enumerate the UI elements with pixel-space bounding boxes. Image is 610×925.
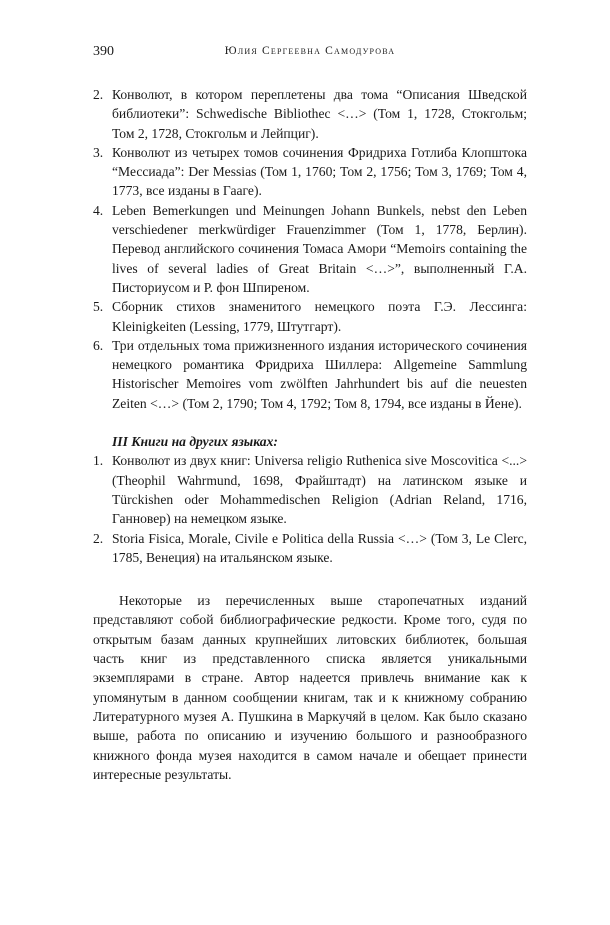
running-head: Юлия Сергеевна Самодурова (224, 45, 396, 57)
page-body (93, 85, 527, 784)
section-title: III Книги на других языках: (112, 434, 278, 450)
list-item-text: Конволют из двух книг: Universa religio Ruthenica sive Moscovitica <...> (Theophil Wahrmund, 1698, Фрайштадт) на латинском языке и Türckishen oder Mohammedischen Religion (Adrian Reland, 1716, Ганновер) на немецком языке. (112, 453, 527, 527)
list-item (93, 336, 527, 413)
list-item-number: 6. (93, 337, 104, 353)
list-item-number: 2. (93, 87, 104, 102)
page-number: 390 (93, 44, 114, 59)
list-item-number: 3. (93, 144, 104, 160)
page-header (93, 44, 527, 64)
list-item-number: 4. (93, 202, 104, 218)
list-item-number: 1. (93, 453, 104, 469)
closing-paragraph: Некоторые из перечисленных выше старопечатных изданий представляют собой библиографические редкости. Кроме того, судя по открытым базам данных крупнейших литовских библиотек, большая часть книг из представленного списка является уникальными экземплярами в стране. Автор надеется привлечь внимание как к упомянутым в данном сообщении книгам, так и к книжному собранию Литературного музея А. Пушкина в Маркучяй в целом. Как было сказано выше, работа по описанию и изучению большого и разнообразного книжного фонда музея находится в самом начале и обещает принести интересные результаты. (93, 593, 527, 782)
list-item-number: 2. (93, 530, 104, 546)
book-list-continued (93, 85, 527, 413)
list-item-number: 5. (93, 299, 104, 315)
book-list-other-languages (93, 451, 527, 567)
list-item (93, 201, 527, 297)
list-item-text: Конволют из четырех томов сочинения Фридриха Готлиба Клопштока “Мессиада”: Der Messias (Том 1, 1760; Том 2, 1756; Том 3, 1769; Том 4, 1773, все изданы в Гааге). (112, 144, 527, 199)
list-item (93, 85, 527, 143)
list-item-text: Storia Fisica, Morale, Civile e Politica della Russia <…> (Том 3, Le Clerc, 1785, Венеция) на итальянском языке. (112, 530, 527, 565)
list-item (93, 143, 527, 201)
list-item-text: Leben Bemerkungen und Meinungen Johann Bunkels, nebst den Leben verschiedener merkwürdiger Frauenzimmer (Том 1, 1778, Берлин). Перевод английского сочинения Томаса Амори “Memoirs containing the lives of several ladies of Great Britain <…>”, выполненный Г.А. Писториусом и Р. фон Шпиреном. (112, 202, 527, 295)
list-item-text: Конволют, в котором переплетены два тома “Описания Шведской библиотеки”: Schwedische Bibliothec <…> (Том 1, 1728, Стокгольм; Том 2, 1728, Стокгольм и Лейпциг). (112, 87, 527, 141)
list-item (93, 529, 527, 568)
list-item (93, 451, 527, 528)
list-item (93, 297, 527, 336)
list-item-text: Сборник стихов знаменитого немецкого поэта Г.Э. Лессинга: Kleinigkeiten (Lessing, 1779, Штутгарт). (112, 299, 527, 334)
list-item-text: Три отдельных тома прижизненного издания исторического сочинения немецкого романтика Фридриха Шиллера: Allgemeine Sammlung Historischer Memoires vom zwölften Jahrhundert bis auf die neuesten Zeiten <…> (Том 2, 1790; Том 4, 1792; Том 8, 1794, все изданы в Йене). (112, 337, 527, 411)
